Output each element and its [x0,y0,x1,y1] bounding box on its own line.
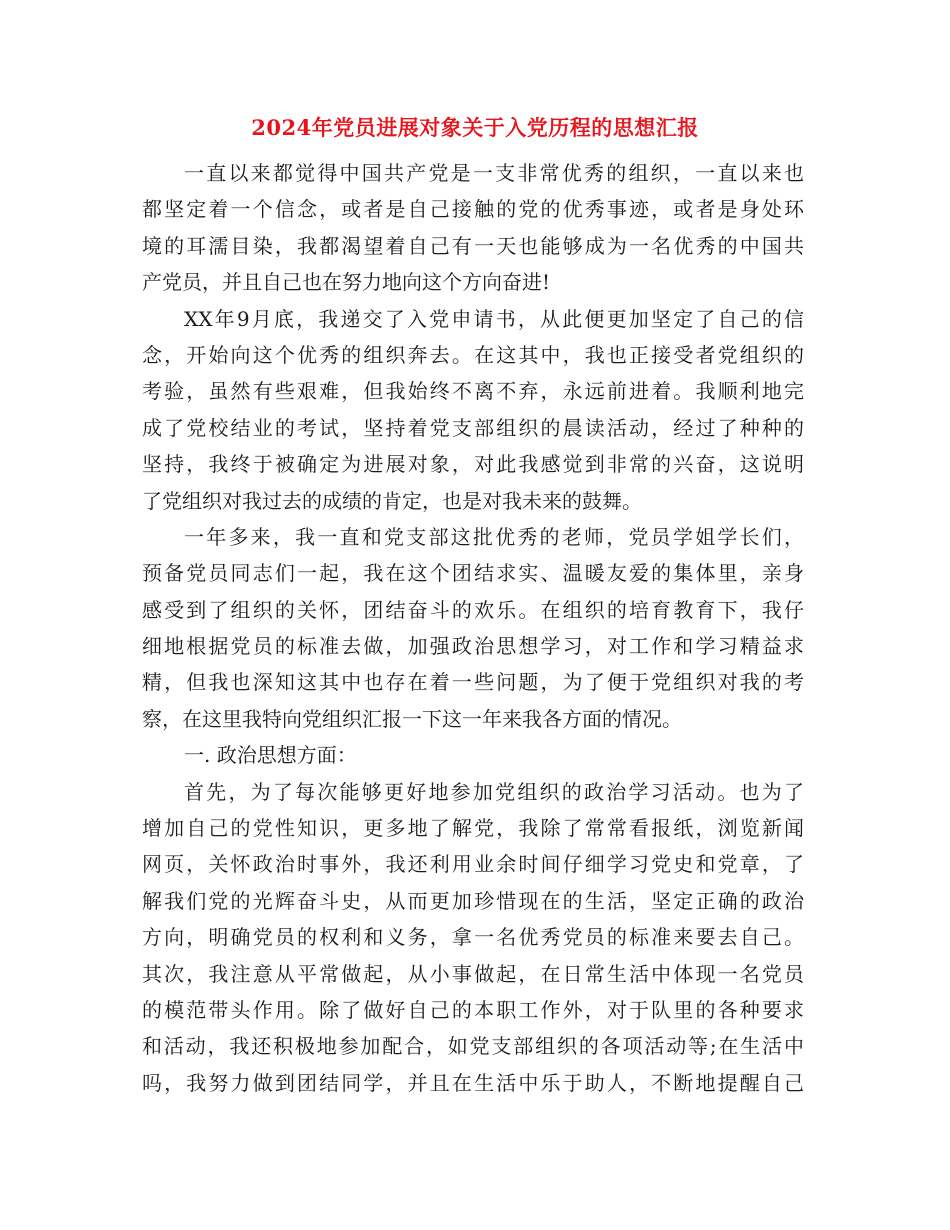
text-line: 念，开始向这个优秀的组织奔去。在这其中，我也正接受者党组织的 [142,342,804,367]
document-body [142,155,804,1101]
text-line: 首先，为了每次能够更好地参加党组织的政治学习活动。也为了 [184,779,804,804]
text-line: 感受到了组织的关怀，团结奋斗的欢乐。在组织的培育教育下，我仔 [142,597,804,622]
text-line: 网页，关怀政治时事外，我还利用业余时间仔细学习党史和党章，了 [142,852,804,877]
text-line: 增加自己的党性知识，更多地了解党，我除了常常看报纸，浏览新闻 [142,816,804,841]
text-line: 的模范带头作用。除了做好自己的本职工作外，对于队里的各种要求 [142,997,804,1022]
text-line: 解我们党的光辉奋斗史，从而更加珍惜现在的生活，坚定正确的政治 [142,888,804,913]
text-line: 细地根据党员的标准去做，加强政治思想学习，对工作和学习精益求 [142,634,804,659]
text-line: 了党组织对我过去的成绩的肯定，也是对我未来的鼓舞。 [142,488,642,513]
text-line: 察，在这里我特向党组织汇报一下这一年来我各方面的情况。 [142,706,682,731]
text-line: 都坚定着一个信念，或者是自己接触的党的优秀事迹，或者是身处环 [142,197,804,222]
text-line: 一. 政治思想方面： [184,743,357,768]
text-line: 其次，我注意从平常做起，从小事做起，在日常生活中体现一名党员 [142,961,804,986]
text-line: 考验，虽然有些艰难，但我始终不离不弃，永远前进着。我顺利地完 [142,379,804,404]
text-line: 吗，我努力做到团结同学，并且在生活中乐于助人，不断地提醒自己 [142,1070,804,1095]
text-line: 境的耳濡目染，我都渴望着自己有一天也能够成为一名优秀的中国共 [142,233,804,258]
text-line: 成了党校结业的考试，坚持着党支部组织的晨读活动，经过了种种的 [142,415,804,440]
text-line: 产党员，并且自己也在努力地向这个方向奋进! [142,270,551,295]
text-line: 一年多来，我一直和党支部这批优秀的老师，党员学姐学长们， [184,524,804,549]
document-title: 2024年党员进展对象关于入党历程的思想汇报 [251,115,699,140]
text-line: 预备党员同志们一起，我在这个团结求实、温暖友爱的集体里，亲身 [142,561,804,586]
text-line: 和活动，我还积极地参加配合，如党支部组织的各项活动等;在生活中 [142,1034,804,1059]
text-line: XX年9月底，我递交了入党申请书，从此便更加坚定了自己的信 [184,306,804,331]
text-line: 方向，明确党员的权利和义务，拿一名优秀党员的标准来要去自己。 [142,925,804,950]
text-line: 精，但我也深知这其中也存在着一些问题，为了便于党组织对我的考 [142,670,804,695]
text-line: 坚持，我终于被确定为进展对象，对此我感觉到非常的兴奋，这说明 [142,452,804,477]
text-line: 一直以来都觉得中国共产党是一支非常优秀的组织，一直以来也 [184,161,804,185]
